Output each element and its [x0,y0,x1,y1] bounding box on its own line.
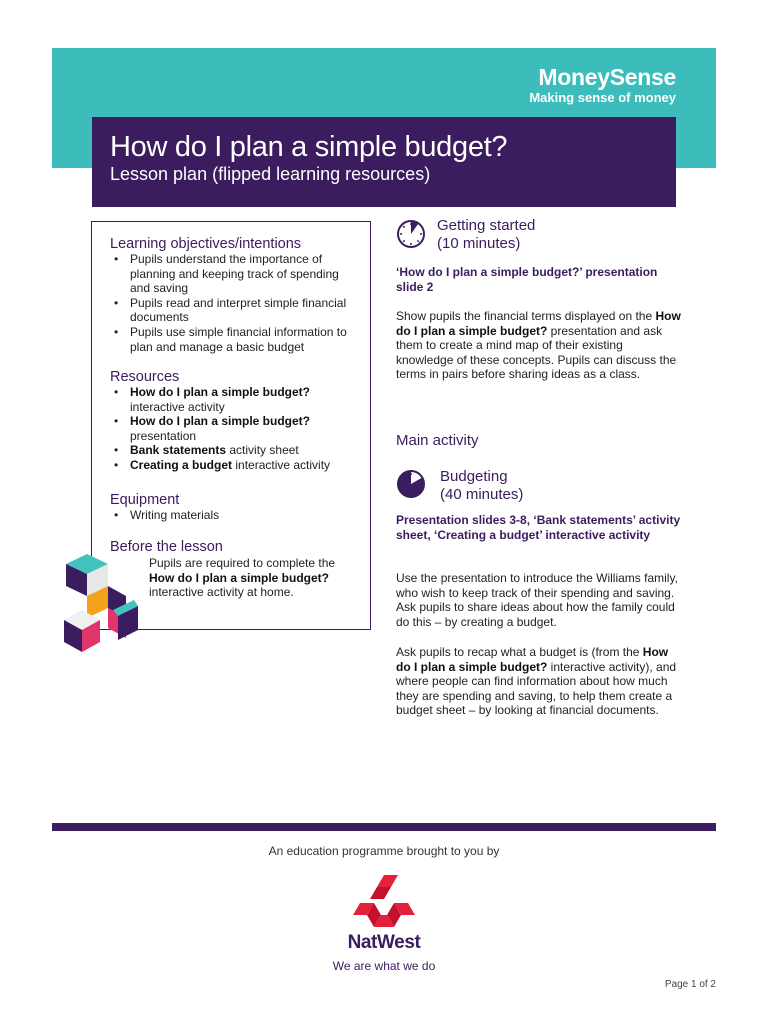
budgeting-text-1: Use the presentation to introduce the Williams family, who wish to keep track of their spending and saving. Ask pupils to share ideas about how the family could do this – by creating a budget. [396,571,678,629]
resource-type: presentation [130,428,197,443]
resources-list [112,385,357,473]
page-number: Page 1 of 2 [664,979,716,990]
getting-started-heading [437,217,535,253]
clock-40-minutes-icon [396,469,426,499]
sponsor-name: NatWest [347,932,421,953]
list-item [112,385,357,414]
equipment-heading: Equipment [110,492,180,508]
footer-divider [52,823,716,831]
text-span: interactive activity), and where people can find information about how much they are spending and saving, to help them create a budget sheet – by looking at financial documents. [396,659,677,718]
heading-line: Getting started [437,217,536,234]
list-item: • Writing materials [112,508,352,523]
budgeting-heading [440,468,523,504]
programme-text: An education programme brought to you by [268,844,500,858]
heading-line: Budgeting [440,468,508,485]
resource-type: interactive activity [232,457,331,472]
resource-name: How do I plan a simple budget? [130,414,311,429]
list-item: • Pupils read and interpret simple financial documents [112,296,352,325]
resource-type: activity sheet [226,443,299,458]
heading-duration: (40 minutes) [440,486,524,503]
title-box [92,117,676,207]
budgeting-text-2 [396,645,681,718]
resource-name: How do I plan a simple budget? [396,309,681,338]
page-subtitle: Lesson plan (flipped learning resources) [110,164,431,184]
text-span: presentation and ask them to create a mind map of their existing knowledge of these concepts. Pupils can discuss the terms in pairs before sharing ideas as a class. [396,323,677,382]
heading-duration: (10 minutes) [437,235,521,252]
budgeting-resources: Presentation slides 3-8, ‘Bank statements’ activity sheet, ‘Creating a budget’ interactive activity [396,513,681,542]
list-item [112,458,357,473]
main-activity-heading: Main activity [396,432,479,449]
getting-started-resource: ‘How do I plan a simple budget?’ presentation slide 2 [396,265,658,294]
resource-name: Bank statements [130,443,227,458]
sponsor-tagline: We are what we do [332,959,436,973]
objectives-heading: Learning objectives/intentions [110,236,302,252]
resource-type: interactive activity [130,399,225,414]
list-item [112,443,357,458]
moneysense-brand [529,64,676,106]
resource-name: How do I plan a simple budget? [130,385,311,399]
resources-heading: Resources [110,369,180,385]
before-lesson-text [149,556,364,600]
resource-name: Creating a budget [130,457,233,472]
cubes-illustration [56,552,140,656]
clock-10-minutes-icon [396,219,426,249]
list-item: • Pupils understand the importance of planning and keeping track of spending and saving [112,252,352,296]
resource-name: How do I plan a simple budget? [396,645,669,674]
before-line: Pupils are required to complete the [149,556,336,570]
before-line: interactive activity at home. [149,585,294,600]
list-item: • Pupils use simple financial information to plan and manage a basic budget [112,325,352,354]
text-span: Show pupils the financial terms displayed on the [396,309,656,323]
equipment-list [112,508,352,523]
list-item [112,414,357,443]
brand-name: MoneySense [538,64,676,90]
text-span: Ask pupils to recap what a budget is (from the [396,645,643,659]
page-title: How do I plan a simple budget? [110,131,508,163]
before-lesson-heading: Before the lesson [110,539,223,555]
objectives-list [112,252,352,354]
before-resource: How do I plan a simple budget? [149,570,330,585]
brand-tagline: Making sense of money [529,90,676,105]
getting-started-text [396,309,681,382]
natwest-logo-icon [351,873,417,929]
